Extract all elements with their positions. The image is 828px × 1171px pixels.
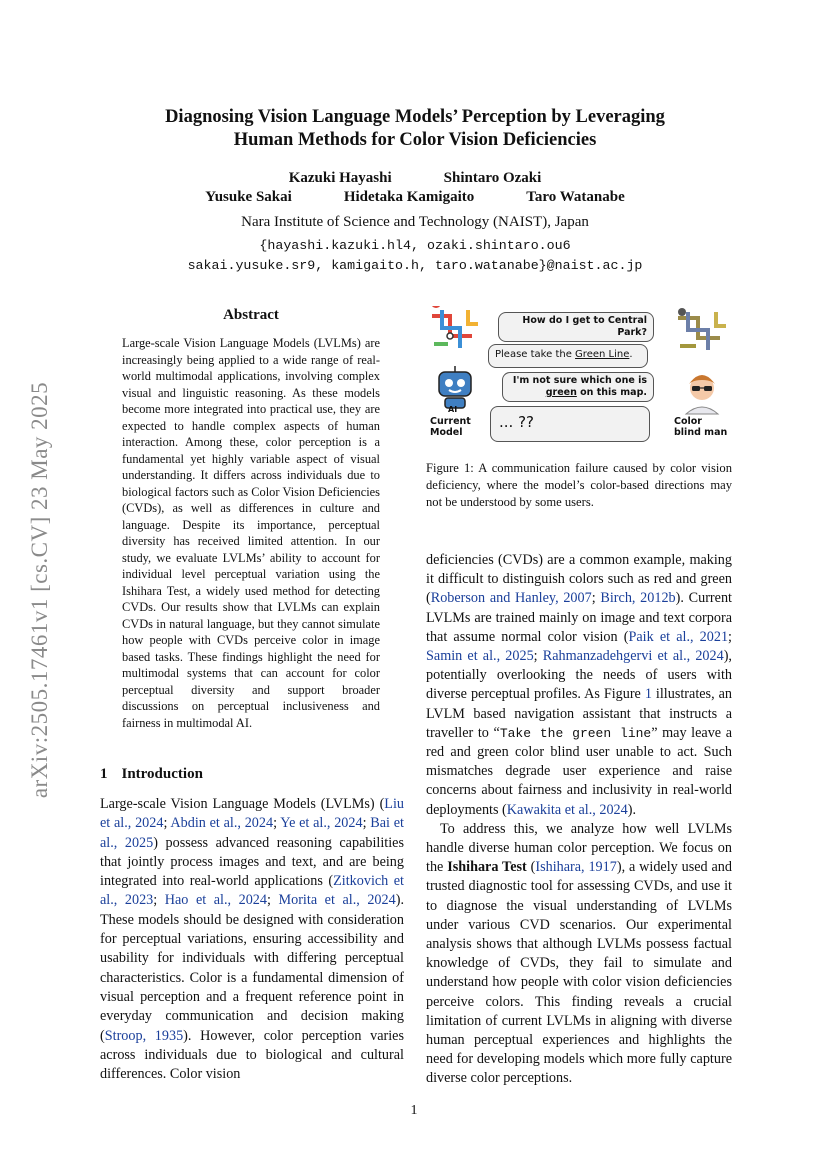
figure-ref-link[interactable]: 1 xyxy=(644,686,652,703)
section-heading xyxy=(100,766,203,783)
model-reply-bubble: Please take the Green Line. xyxy=(488,344,648,368)
citation-link[interactable]: Ye et al., 2024 xyxy=(280,815,363,832)
citation-link[interactable]: Roberson and Hanley, 2007 xyxy=(430,590,592,607)
citation-link[interactable]: Zitkovich et al., 2023 xyxy=(100,873,404,909)
citation-link[interactable]: Rahmanzadehgervi et al., 2024 xyxy=(542,648,724,665)
citation-link[interactable]: Birch, 2012b xyxy=(600,590,676,607)
citation-link[interactable]: Stroop, 1935 xyxy=(104,1027,184,1044)
citation-link[interactable]: Abdin et al., 2024 xyxy=(170,815,274,832)
arxiv-identifier: arXiv:2505.17461v1 [cs.CV] 23 May 2025 xyxy=(27,381,52,799)
green-text: green xyxy=(545,387,577,398)
citation-link[interactable]: Paik et al., 2021 xyxy=(628,628,729,645)
paragraph: deficiencies (CVDs) are a common example, making it difficult to distinguish colors such as red and green (Roberson and Hanley, 2007; Birch, 2012b). Current LVLMs are trained mainly on image and text corpora that assume normal color vision (Paik et al., 2021; Samin et al., 2025; Rahmanzadehgervi et al., 2024), potentially overlooking the needs of users with diverse perceptual profiles. As Figure 1 illustrates, an LVLM based navigation assistant that instructs a traveller to “Take the green line” may leave a red and green color blind user unable to act. Such mismatches degrade user experience and raise concerns about fairness and inclusivity in real-world deployments (Kawakita et al., 2024). xyxy=(426,552,732,818)
figure-1-caption: Figure 1: A communication failure caused by color vision deficiency, where the model’s color-based directions may not be understood by some users. xyxy=(426,461,732,509)
author-row-2 xyxy=(110,189,720,206)
color-blind-man-label: Color blind man xyxy=(674,416,728,438)
citation-link[interactable]: Samin et al., 2025 xyxy=(426,648,534,665)
email-line-1: {hayashi.kazuki.hl4, ozaki.shintaro.ou6 xyxy=(259,238,571,253)
citation-link[interactable]: Ishihara, 1917 xyxy=(535,859,617,876)
user-question-bubble: How do I get to Central Park? xyxy=(498,312,654,342)
author-row-1 xyxy=(110,170,720,187)
figure-1 xyxy=(426,306,732,444)
arxiv-sidebar xyxy=(18,340,62,840)
intro-paragraph: Large-scale Vision Language Models (LVLMs) (Liu et al., 2024; Abdin et al., 2024; Ye et al., 2024; Bai et al., 2025) possess advanced reasoning capabilities that jointly process images and text, and are being integrated into real-world applications (Zitkovich et al., 2023; Hao et al., 2024; Morita et al., 2024). These models should be designed with consideration for perceptual variations, ensuring accessibility and usability for individuals with differing perceptual characteristics. Color is a fundamental dimension of visual perception and a frequent reference point in everyday communication and decision making (Stroop, 1935). However, color perception varies across individuals due to biological and cultural differences. Color vision xyxy=(100,796,404,1083)
right-transit-map-icon xyxy=(672,306,730,356)
author: Hidetaka Kamigaito xyxy=(343,189,475,205)
abstract-heading: Abstract xyxy=(223,307,279,323)
citation-link[interactable]: Bai et al., 2025 xyxy=(100,815,404,851)
citation-link[interactable]: Liu et al., 2024 xyxy=(100,796,404,832)
citation-link[interactable]: Kawakita et al., 2024 xyxy=(506,801,628,818)
user-confusion-bubble: I'm not sure which one is green on this map. xyxy=(502,372,654,402)
left-transit-map-icon xyxy=(428,306,482,354)
ishihara-test-term: Ishihara Test xyxy=(447,859,527,876)
green-line-text: Green Line xyxy=(575,349,630,360)
section-number: 1 xyxy=(100,766,108,782)
abstract-text: Large-scale Vision Language Models (LVLMs) are increasingly being applied to a wide range of real-world multimodal applications, involving complex visual and linguistic reasoning. As these models become more integrated into practical use, they are expected to handle complex aspects of human interaction. Among these, color perception is a fundamental yet highly variable aspect of visual understanding. It differs across individuals due to biological factors such as Color Vision Deficiencies (CVDs), as well as differences in culture and language. Despite its importance, perceptual diversity has received limited attention. In our study, we evaluate LVLMs’ ability to account for individual level perceptual variation using the Ishihara Test, a widely used method for detecting CVDs. Our results show that LVLMs can explain CVDs in natural language, but they cannot simulate how people with CVDs perceive color in image based tasks. These findings highlight the need for multimodal systems that can account for color perceptual diversity and support broader discussions on perceptual inclusiveness and fairness in multimodal AI. xyxy=(122,336,380,730)
color-blind-man-avatar xyxy=(680,366,724,416)
author: Shintaro Ozaki xyxy=(443,170,542,186)
author: Taro Watanabe xyxy=(526,189,625,205)
citation-link[interactable]: Morita et al., 2024 xyxy=(278,892,396,909)
page-number: 1 xyxy=(410,1103,418,1118)
affiliation: Nara Institute of Science and Technology (NAIST), Japan xyxy=(241,214,589,230)
paper-title: Diagnosing Vision Language Models’ Perception by Leveraging Human Methods for Color Vision Deficiencies xyxy=(165,107,665,150)
paragraph: To address this, we analyze how well LVLMs handle diverse human color perception. We focus on the Ishihara Test (Ishihara, 1917), a widely used and trusted diagnostic tool for assessing CVDs, and use it to diagnose the visual understanding of LVLMs under various CVD scenarios. Our experimental analysis shows that although LVLMs possess factual knowledge of CVDs, they fail to simulate and understand how people with color vision deficiencies perceive colors. This finding reveals a crucial limitation of current LVLMs in aligning with diverse human perceptual experiences and highlights the need for developing models which more fully capture diverse color perceptions. xyxy=(426,820,732,1087)
instruction-example: Take the green line xyxy=(499,725,652,741)
right-column-text xyxy=(426,551,732,1089)
model-confused-bubble: ... ?? xyxy=(490,406,650,442)
section-title: Introduction xyxy=(121,766,203,782)
ai-badge: AI xyxy=(448,405,458,414)
author: Kazuki Hayashi xyxy=(288,170,392,186)
email-line-2: sakai.yusuke.sr9, kamigaito.h, taro.watanabe}@naist.ac.jp xyxy=(187,258,643,273)
citation-link[interactable]: Hao et al., 2024 xyxy=(164,892,267,909)
author: Yusuke Sakai xyxy=(205,189,292,205)
current-model-label: Current Model xyxy=(430,416,471,438)
